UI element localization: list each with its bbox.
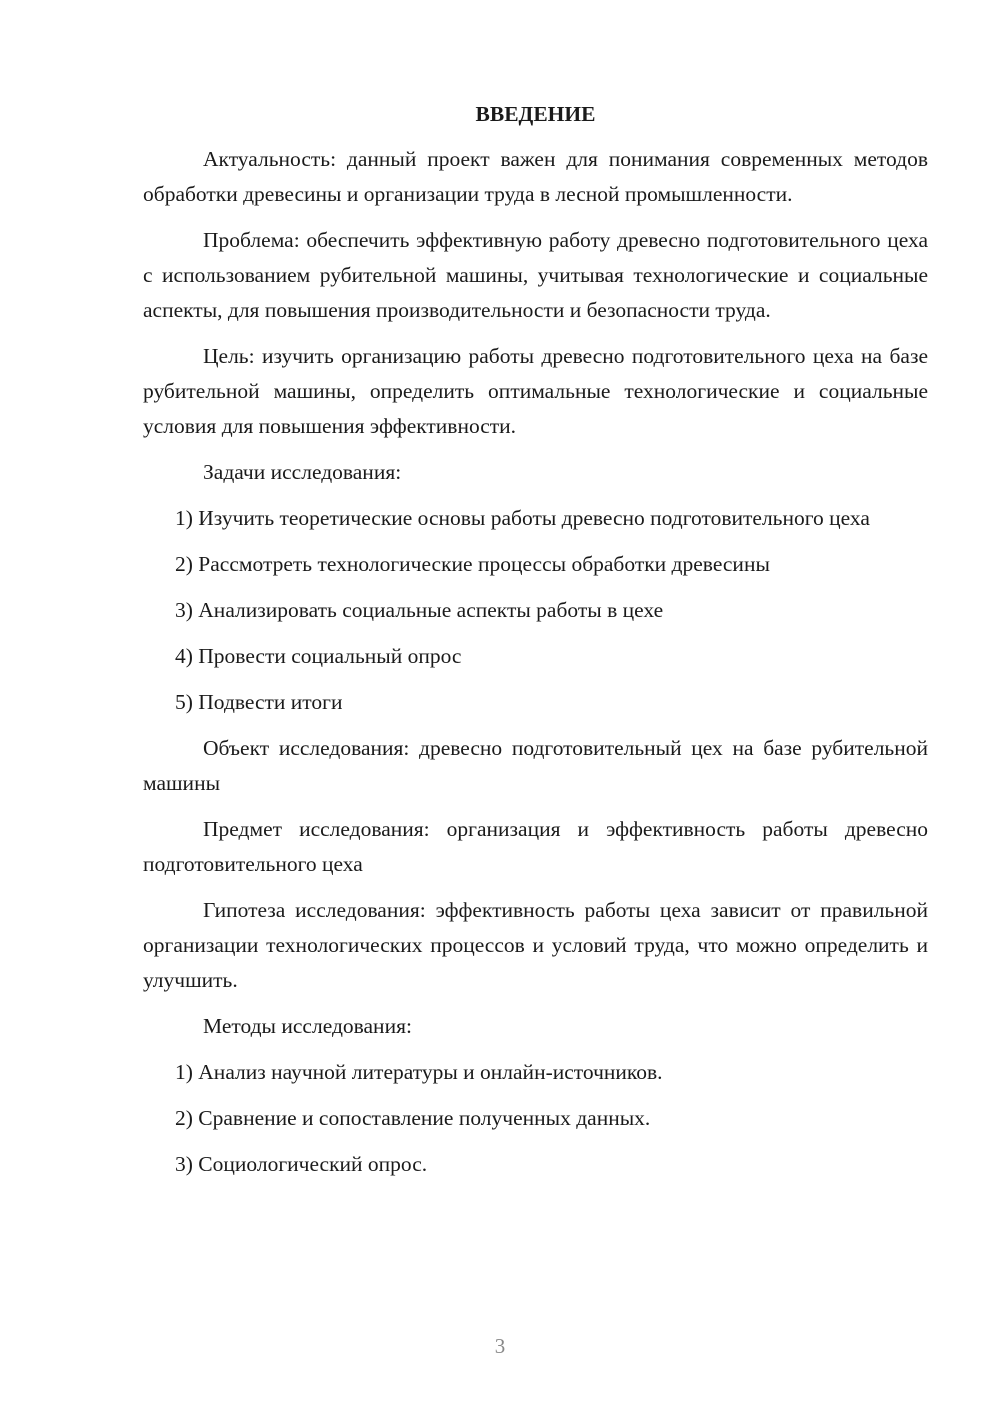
page-number: 3 xyxy=(494,1334,506,1358)
task-item: 2) Рассмотреть технологические процессы обработки древесины xyxy=(175,552,770,576)
tasks-heading: Задачи исследования: xyxy=(203,460,402,484)
relevance-paragraph: Актуальность: данный проект важен для понимания современных методов обработки древесины и организации труда в лесной промышленности. xyxy=(143,147,928,206)
problem-paragraph: Проблема: обеспечить эффективную работу древесно подготовительного цеха с использованием рубительной машины, учитывая технологические и социальные аспекты, для повышения производительности и безопасности труда. xyxy=(143,228,928,322)
hypothesis-paragraph: Гипотеза исследования: эффективность работы цеха зависит от правильной организации технологических процессов и условий труда, что можно определить и улучшить. xyxy=(143,898,928,992)
document-page xyxy=(143,97,928,1193)
method-item: 2) Сравнение и сопоставление полученных данных. xyxy=(175,1106,651,1130)
method-item: 3) Социологический опрос. xyxy=(175,1152,428,1176)
task-item: 4) Провести социальный опрос xyxy=(175,644,462,668)
section-title: ВВЕДЕНИЕ xyxy=(475,102,596,126)
methods-heading: Методы исследования: xyxy=(203,1014,412,1038)
goal-paragraph: Цель: изучить организацию работы древесно подготовительного цеха на базе рубительной машины, определить оптимальные технологические и социальные условия для повышения эффективности. xyxy=(143,344,928,438)
task-item: 1) Изучить теоретические основы работы древесно подготовительного цеха xyxy=(175,506,870,530)
task-item: 5) Подвести итоги xyxy=(175,690,343,714)
task-item: 3) Анализировать социальные аспекты работы в цехе xyxy=(175,598,664,622)
object-paragraph: Объект исследования: древесно подготовительный цех на базе рубительной машины xyxy=(143,736,928,795)
subject-paragraph: Предмет исследования: организация и эффективность работы древесно подготовительного цеха xyxy=(143,817,928,876)
method-item: 1) Анализ научной литературы и онлайн-источников. xyxy=(175,1060,663,1084)
